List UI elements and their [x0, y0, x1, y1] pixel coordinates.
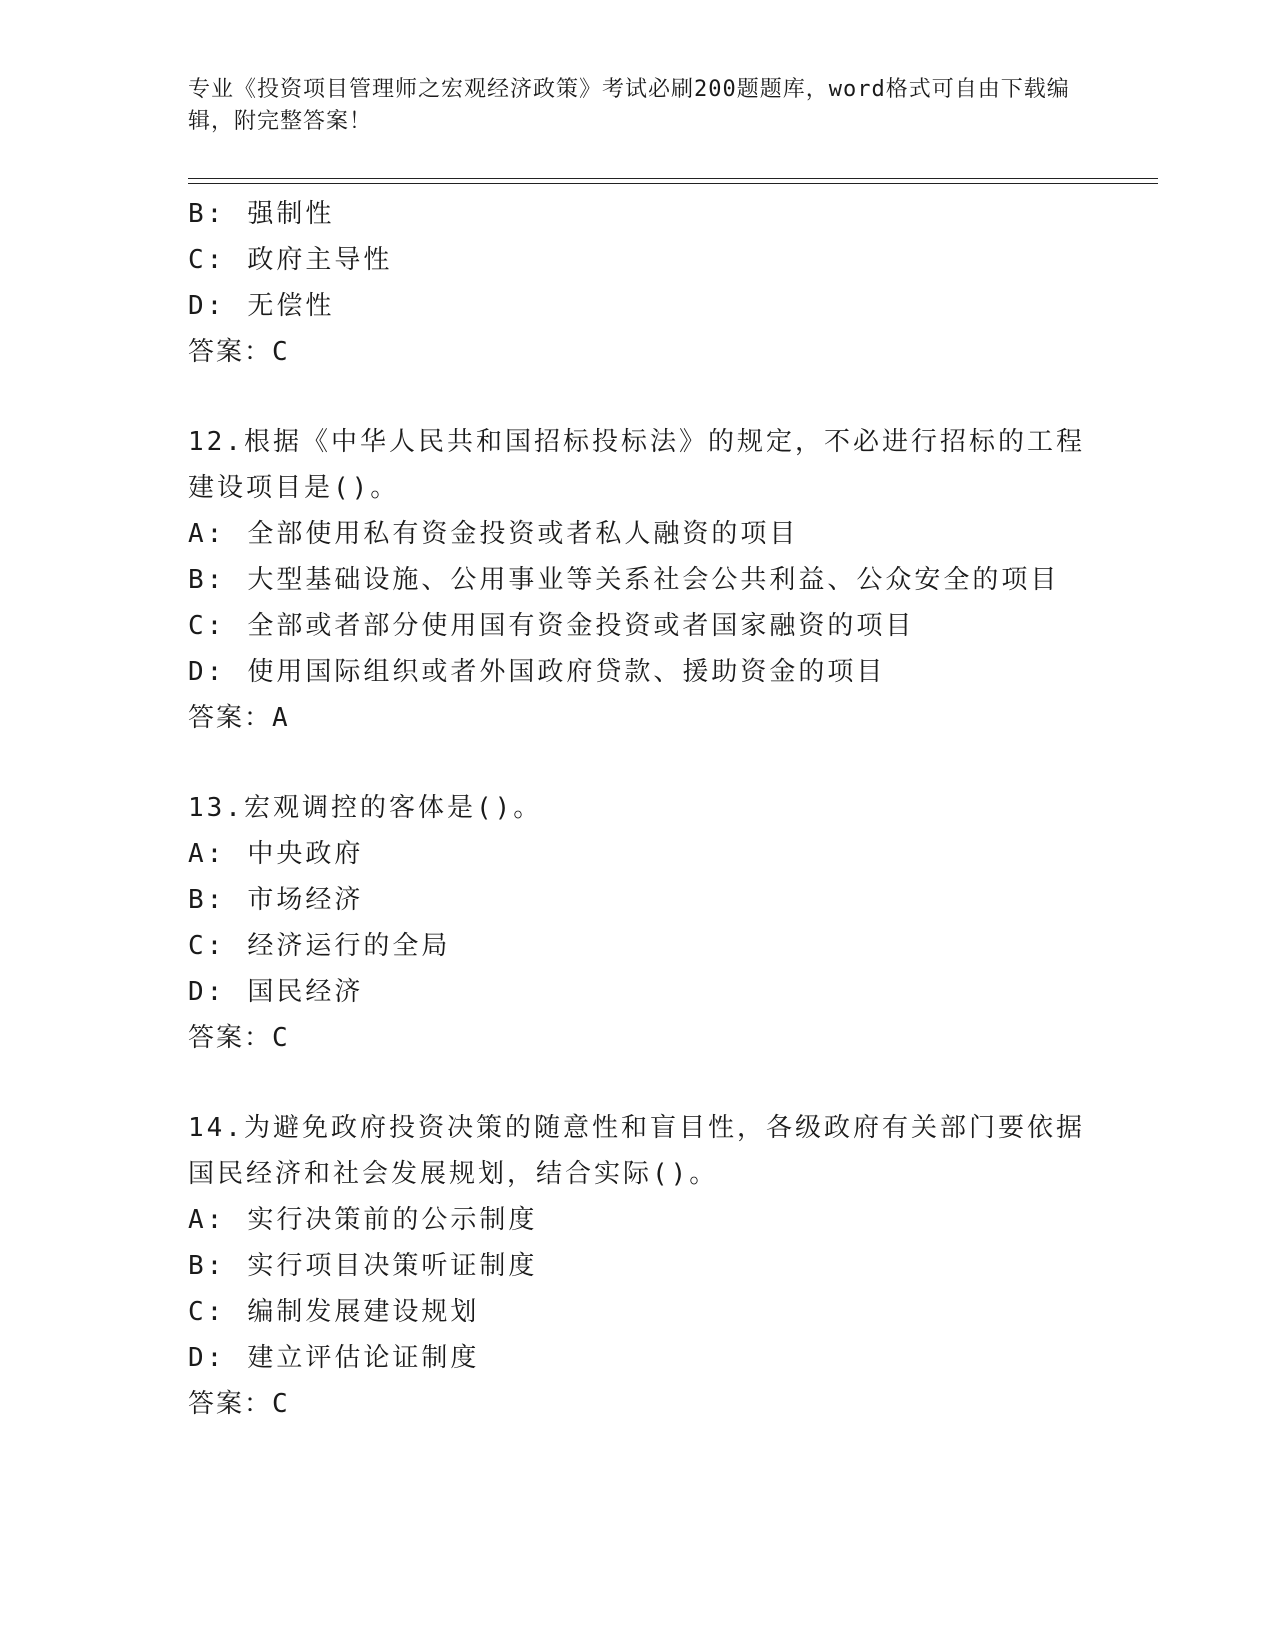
question-stem: 14.为避免政府投资决策的随意性和盲目性，各级政府有关部门要依据 — [188, 1113, 1085, 1143]
question-stem: 12.根据《中华人民共和国招标投标法》的规定，不必进行招标的工程 — [188, 427, 1085, 457]
option-line: B: 市场经济 — [188, 885, 364, 915]
option-line: D: 国民经济 — [188, 977, 364, 1007]
answer-line: 答案：C — [188, 1023, 290, 1053]
header-double-rule — [188, 178, 1158, 184]
option-line: B: 大型基础设施、公用事业等关系社会公共利益、公众安全的项目 — [188, 565, 1060, 595]
option-line: D: 建立评估论证制度 — [188, 1343, 480, 1373]
option-line: C: 经济运行的全局 — [188, 931, 451, 961]
question-13 — [188, 785, 1148, 1061]
page-header-text: 专业《投资项目管理师之宏观经济政策》考试必刷200题题库，word格式可自由下载编辑，附完整答案！ — [188, 77, 1070, 134]
option-line: A: 中央政府 — [188, 839, 364, 869]
answer-line: 答案：A — [188, 703, 290, 733]
option-line: B: 实行项目决策听证制度 — [188, 1251, 538, 1281]
option-line: A: 实行决策前的公示制度 — [188, 1205, 538, 1235]
question-stem: 13.宏观调控的客体是()。 — [188, 793, 543, 823]
question-stem-continued: 建设项目是()。 — [188, 473, 400, 503]
option-line: C: 全部或者部分使用国有资金投资或者国家融资的项目 — [188, 611, 915, 641]
option-line: D: 无偿性 — [188, 291, 335, 321]
carryover-question — [188, 191, 1148, 375]
question-stem-continued: 国民经济和社会发展规划，结合实际()。 — [188, 1159, 719, 1189]
option-line: B: 强制性 — [188, 199, 335, 229]
answer-line: 答案：C — [188, 337, 290, 367]
answer-line: 答案：C — [188, 1389, 290, 1419]
option-line: C: 政府主导性 — [188, 245, 393, 275]
option-line: D: 使用国际组织或者外国政府贷款、援助资金的项目 — [188, 657, 886, 687]
question-content — [188, 191, 1148, 1427]
question-12 — [188, 419, 1148, 741]
question-14 — [188, 1105, 1148, 1427]
option-line: A: 全部使用私有资金投资或者私人融资的项目 — [188, 519, 799, 549]
option-line: C: 编制发展建设规划 — [188, 1297, 480, 1327]
